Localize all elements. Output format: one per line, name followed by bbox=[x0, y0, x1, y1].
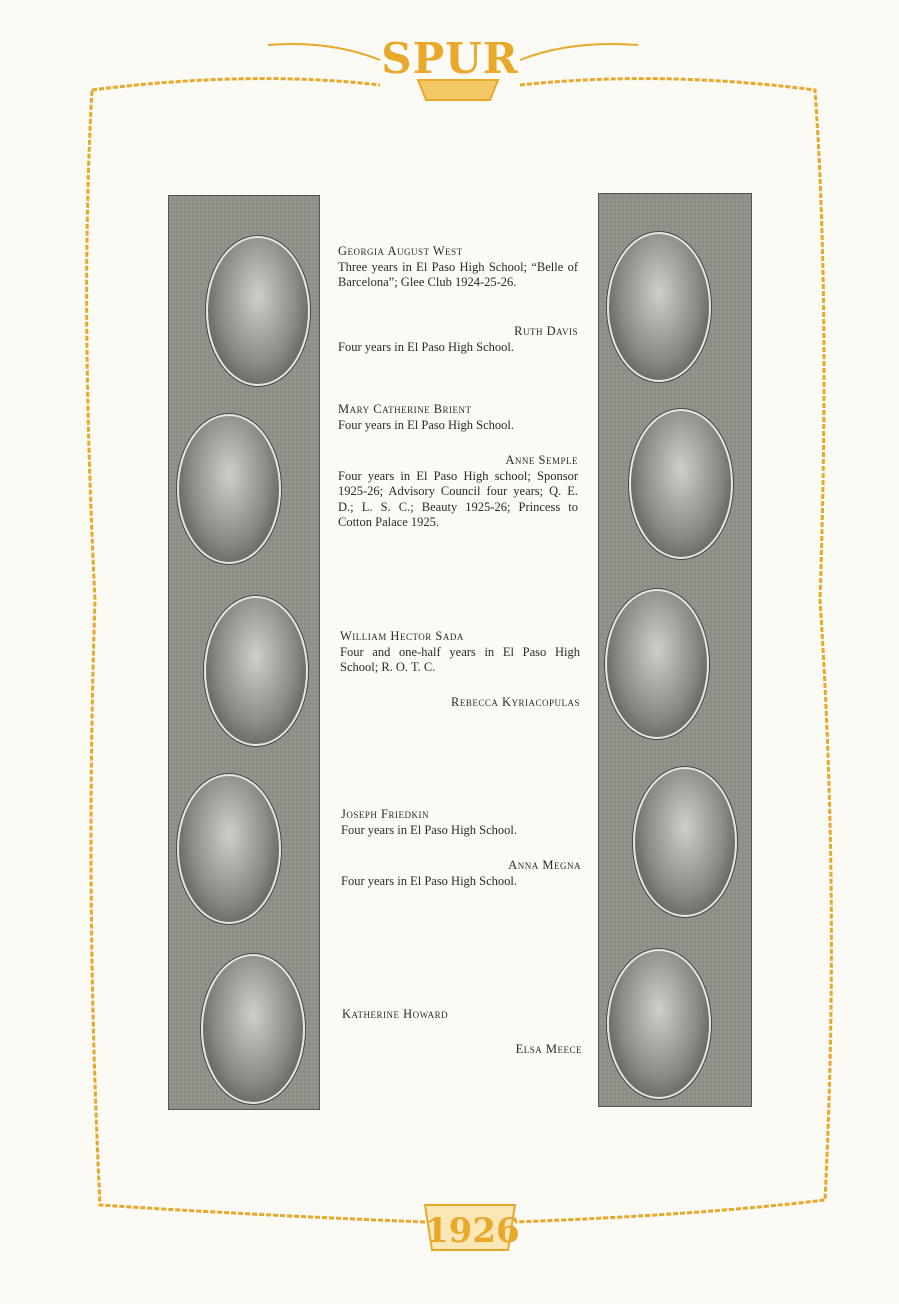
portrait-georgia-west bbox=[206, 236, 310, 386]
entry-ruth-davis bbox=[338, 324, 578, 355]
entry-mary-brient bbox=[338, 402, 578, 433]
student-name: Mary Catherine Brient bbox=[338, 402, 472, 416]
left-photo-strip bbox=[168, 195, 320, 1110]
portrait-joseph-friedkin bbox=[177, 774, 281, 924]
entry-william-sada bbox=[340, 629, 580, 676]
student-name: Rebecca Kyriacopulas bbox=[450, 695, 580, 709]
student-desc: Four years in El Paso High school; Sponsor 1925-26; Advisory Council four years; Q. E. D.; L. S. C.; Beauty 1925-26; Princess to Cotton Palace 1925. bbox=[338, 468, 578, 529]
entry-joseph-friedkin bbox=[341, 807, 581, 838]
entry-elsa-meece bbox=[342, 1042, 582, 1058]
entry-rebecca-kyriacopulas bbox=[340, 695, 580, 711]
student-desc: Four years in El Paso High School. bbox=[341, 873, 518, 888]
student-name: Katherine Howard bbox=[342, 1007, 449, 1021]
portrait-william-sada bbox=[204, 596, 308, 746]
portrait-anna-megna bbox=[633, 767, 737, 917]
right-photo-strip bbox=[598, 193, 752, 1107]
student-desc: Four years in El Paso High School. bbox=[338, 339, 515, 354]
student-name: Anne Semple bbox=[505, 453, 578, 467]
student-name: Anna Megna bbox=[508, 858, 581, 872]
portrait-elsa-meece bbox=[607, 949, 711, 1099]
entry-anna-megna bbox=[341, 858, 581, 889]
portrait-anne-semple bbox=[629, 409, 733, 559]
entry-georgia-west bbox=[338, 244, 578, 291]
entry-anne-semple bbox=[338, 453, 578, 531]
student-name: William Hector Sada bbox=[340, 629, 464, 643]
student-name: Elsa Meece bbox=[515, 1042, 582, 1056]
yearbook-title: SPUR bbox=[381, 34, 519, 83]
portrait-katherine-howard bbox=[201, 954, 305, 1104]
student-name: Joseph Friedkin bbox=[341, 807, 429, 821]
student-desc: Four years in El Paso High School. bbox=[338, 417, 515, 432]
portrait-rebecca-kyriacopulas bbox=[605, 589, 709, 739]
entry-katherine-howard bbox=[342, 1007, 582, 1023]
portrait-ruth-davis bbox=[607, 232, 711, 382]
student-name: Georgia August West bbox=[338, 244, 463, 258]
student-desc: Four and one-half years in El Paso High School; R. O. T. C. bbox=[340, 644, 580, 674]
yearbook-year: 1926 bbox=[425, 1211, 520, 1251]
student-desc: Four years in El Paso High School. bbox=[341, 822, 518, 837]
student-desc: Three years in El Paso High School; “Belle of Barcelona”; Glee Club 1924-25-26. bbox=[338, 259, 578, 289]
student-name: Ruth Davis bbox=[514, 324, 578, 338]
portrait-mary-brient bbox=[177, 414, 281, 564]
